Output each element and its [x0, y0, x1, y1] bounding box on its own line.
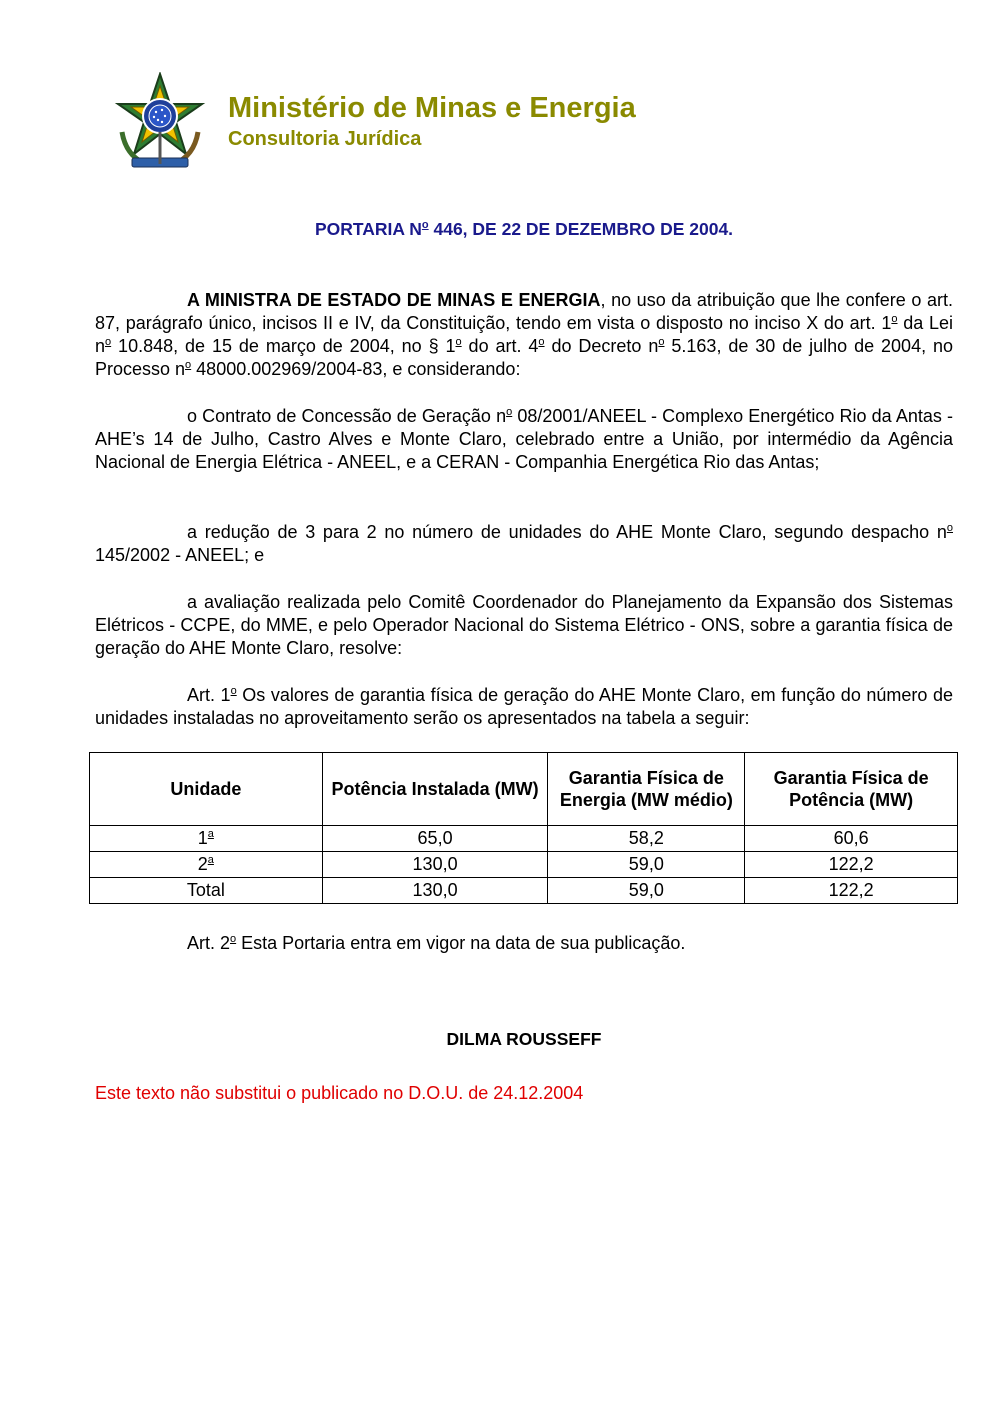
table-cell: 59,0 [548, 878, 745, 904]
document-title [0, 219, 1000, 240]
ordinal-mark: a [207, 828, 214, 840]
considering-paragraph-1 [95, 405, 953, 474]
authority-lead: A MINISTRA DE ESTADO DE MINAS E ENERGIA [187, 290, 601, 310]
unit-cell [90, 852, 323, 878]
column-header: Unidade [90, 753, 323, 826]
text-run: 10.848, de 15 de março de 2004, no § 1 [111, 336, 456, 356]
disclaimer-note: Este texto não substitui o publicado no D.O.U. de 24.12.2004 [95, 1083, 584, 1103]
text-run: 145/2002 - ANEEL; e [95, 545, 265, 565]
ordinal-mark: o [105, 336, 112, 348]
ordinal-mark: o [891, 313, 898, 325]
table-cell: 122,2 [745, 852, 958, 878]
considering-paragraph-2 [95, 521, 953, 567]
text-run: Art. 2 [187, 933, 231, 953]
column-header: Potência Instalada (MW) [322, 753, 548, 826]
ordinal-mark: o [421, 219, 429, 231]
ordinal-mark: o [506, 406, 513, 418]
table-cell: 122,2 [745, 878, 958, 904]
text-run: Esta Portaria entra em vigor na data de sua publicação. [236, 933, 686, 953]
text-run: do art. 4 [461, 336, 539, 356]
text-run: Os valores de garantia física de geração do AHE Monte Claro, em função do número de unidades instaladas no aproveitamento serão os apresentados na tabela a seguir: [95, 685, 953, 728]
table-row [90, 826, 958, 852]
table-cell: 130,0 [322, 852, 548, 878]
ordinal-mark: o [658, 336, 665, 348]
table-cell: 130,0 [322, 878, 548, 904]
table-cell: 59,0 [548, 852, 745, 878]
signature: DILMA ROUSSEFF [446, 1029, 602, 1049]
table-row [90, 878, 958, 904]
text-run: 5.163, de 30 de julho de 2004, no Processo n [95, 336, 954, 379]
table-cell: 65,0 [322, 826, 548, 852]
column-header: Garantia Física de Energia (MW médio) [548, 753, 745, 826]
table-cell: 58,2 [548, 826, 745, 852]
ordinal-mark: o [230, 933, 237, 945]
considering-paragraph-3: a avaliação realizada pelo Comitê Coordenador do Planejamento da Expansão dos Sistemas Elétricos - CCPE, do MME, e pelo Operador Nacional do Sistema Elétrico - ONS, sobre a garantia física de geração do AHE Monte Claro, resolve: [95, 592, 953, 658]
table-header-row [90, 753, 958, 826]
article-1 [95, 684, 953, 730]
title-prefix: PORTARIA N [314, 219, 422, 239]
unit-cell: Total [90, 878, 323, 904]
unit-number: 1 [197, 828, 208, 848]
text-run: , no uso da atribuição que lhe confere o art. 87, parágrafo único, incisos II e IV, da Constituição, tendo em vista o disposto no inciso X do art. 1 [95, 290, 954, 333]
text-run: Art. 1 [187, 685, 231, 705]
ordinal-mark: o [946, 522, 953, 534]
text-run: o Contrato de Concessão de Geração n [187, 406, 507, 426]
unit-cell [90, 826, 323, 852]
text-run: da Lei n [95, 313, 953, 356]
table-row [90, 852, 958, 878]
brazil-coat-of-arms-icon [112, 72, 208, 172]
text-run: a redução de 3 para 2 no número de unidades do AHE Monte Claro, segundo despacho n [187, 522, 947, 542]
guarantee-table [89, 752, 958, 904]
ordinal-mark: o [538, 336, 545, 348]
preamble-paragraph [95, 289, 953, 381]
text-run: 48000.002969/2004-83, e considerando: [191, 359, 521, 379]
ordinal-mark: a [207, 854, 214, 866]
title-rest: 446, DE 22 DE DEZEMBRO DE 2004. [428, 219, 734, 239]
text-run: 08/2001/ANEEL - Complexo Energético Rio da Antas - AHE’s 14 de Julho, Castro Alves e Monte Claro, celebrado entre a União, por intermédio da Agência Nacional de Energia Elétrica - ANEEL, e a CERAN - Companhia Energética Rio das Antas; [95, 406, 954, 472]
text-run: do Decreto n [544, 336, 659, 356]
ordinal-mark: o [455, 336, 462, 348]
column-header: Garantia Física de Potência (MW) [745, 753, 958, 826]
ordinal-mark: o [185, 359, 192, 371]
ordinal-mark: o [230, 685, 237, 697]
article-2 [95, 932, 953, 955]
department-name: Consultoria Jurídica [228, 128, 422, 150]
unit-number: 2 [197, 854, 208, 874]
ministry-name: Ministério de Minas e Energia [228, 92, 636, 124]
letterhead [112, 72, 712, 172]
table-cell: 60,6 [745, 826, 958, 852]
